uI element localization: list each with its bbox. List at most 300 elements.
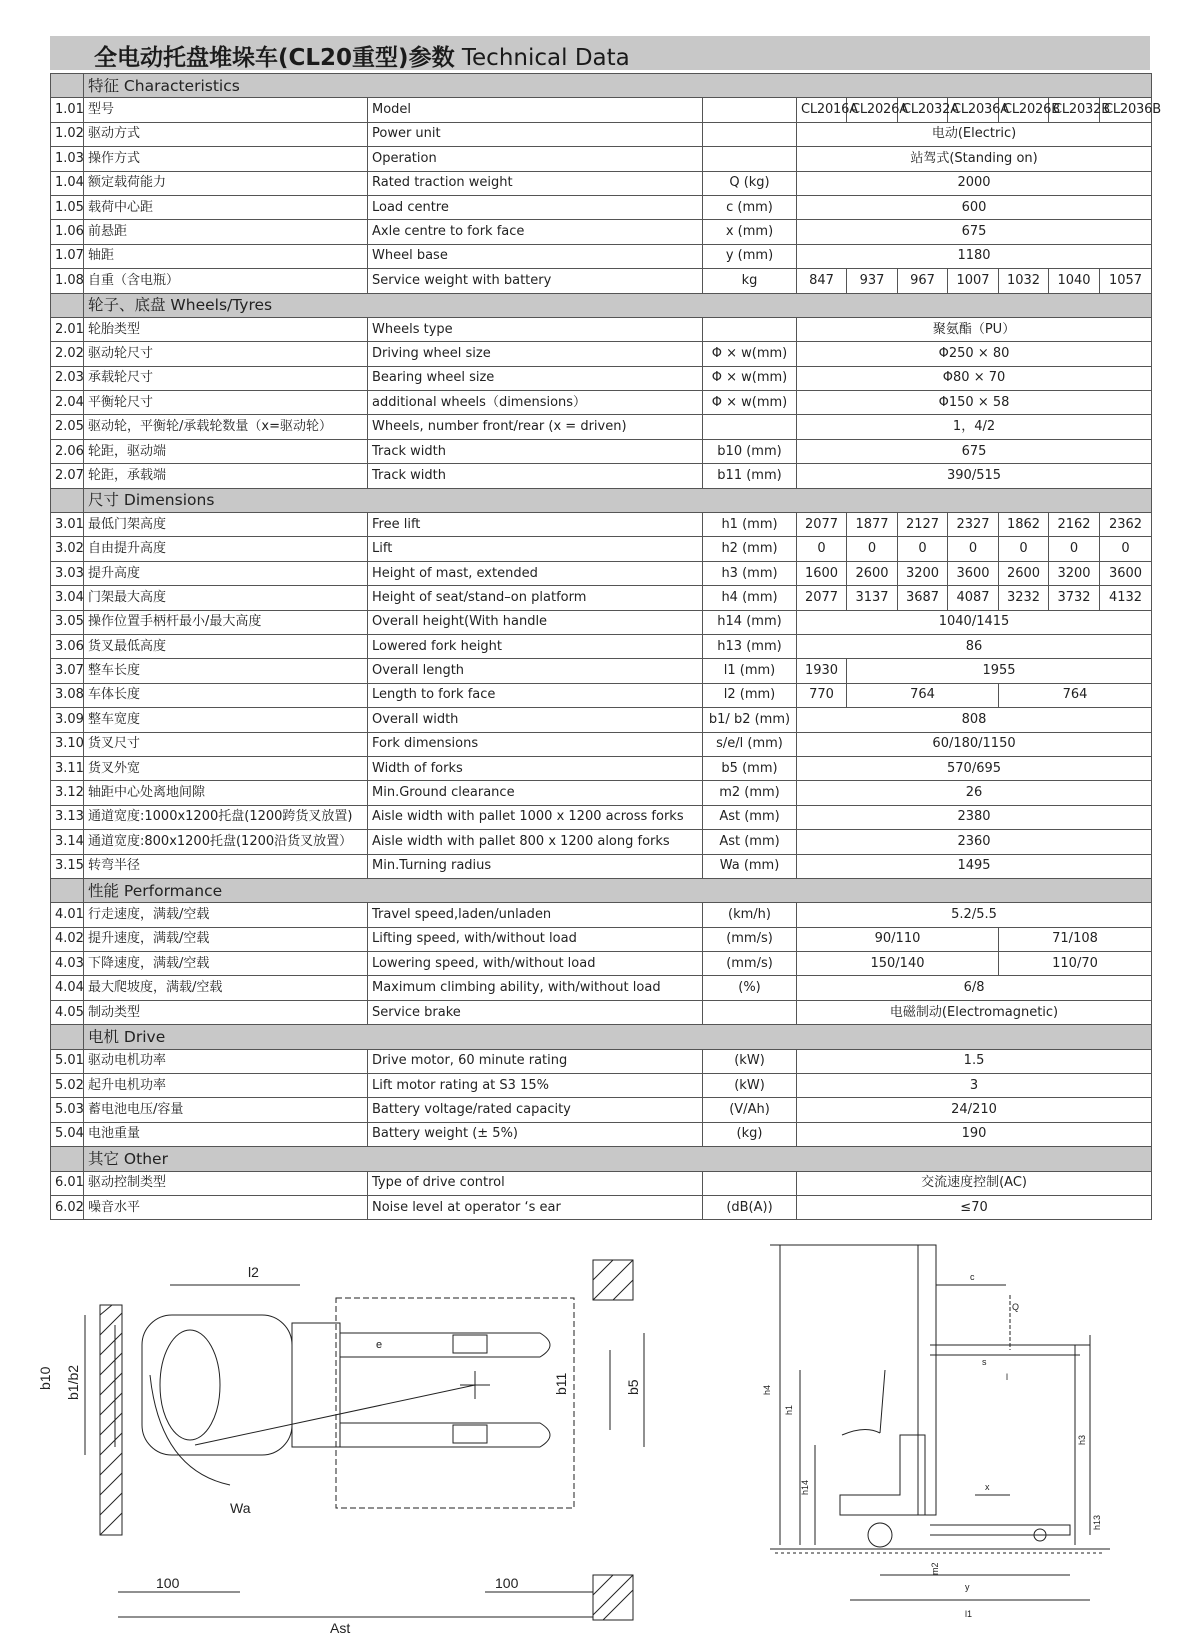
row-number: 2.05 [51,415,84,439]
spec-row [51,342,1152,366]
row-unit: y (mm) [703,244,797,268]
row-label-en: Length to fork face [368,683,703,707]
row-label-zh: 货叉尺寸 [84,732,368,756]
spec-row [51,1049,1152,1073]
row-value: 5.2/5.5 [797,903,1152,927]
row-unit: (km/h) [703,903,797,927]
row-label-zh: 下降速度，满载/空载 [84,952,368,976]
section-header-spacer [51,74,84,98]
row-label-en: Travel speed,laden/unladen [368,903,703,927]
spec-row [51,269,1152,293]
row-number: 1.07 [51,244,84,268]
row-label-zh: 转弯半径 [84,854,368,878]
row-label-en: Aisle width with pallet 1000 x 1200 across forks [368,805,703,829]
section-title: 性能 Performance [84,878,1152,902]
spec-row [51,561,1152,585]
row-number: 3.08 [51,683,84,707]
spec-row [51,439,1152,463]
row-value: 1877 [847,513,898,537]
row-number: 6.01 [51,1171,84,1195]
row-unit: s/e/l (mm) [703,732,797,756]
row-number: 3.02 [51,537,84,561]
spec-row [51,220,1152,244]
row-label-en: Lowered fork height [368,634,703,658]
model-name: CL2026B [999,98,1049,122]
row-label-en: Wheels type [368,317,703,341]
row-number: 3.03 [51,561,84,585]
row-number: 6.02 [51,1195,84,1219]
row-value: 1495 [797,854,1152,878]
row-number: 2.03 [51,366,84,390]
row-value: 1955 [847,659,1152,683]
row-label-en: additional wheels（dimensions） [368,391,703,415]
row-value: 1.5 [797,1049,1152,1073]
row-number: 3.01 [51,513,84,537]
row-unit: (V/Ah) [703,1098,797,1122]
spec-row [51,805,1152,829]
row-number: 2.04 [51,391,84,415]
row-value: 2162 [1049,513,1100,537]
row-label-en: Drive motor, 60 minute rating [368,1049,703,1073]
row-number: 1.04 [51,171,84,195]
dim-l1: l1 [965,1609,973,1619]
row-label-en: Overall length [368,659,703,683]
row-value: 390/515 [797,464,1152,488]
row-label-en: Min.Turning radius [368,854,703,878]
row-unit: Q (kg) [703,171,797,195]
row-value: 3 [797,1074,1152,1098]
row-unit: l1 (mm) [703,659,797,683]
top-view-drawing [37,1255,680,1636]
row-label-en: Bearing wheel size [368,366,703,390]
row-unit: m2 (mm) [703,781,797,805]
row-value: 0 [898,537,948,561]
spec-row [51,98,1152,122]
row-unit: b10 (mm) [703,439,797,463]
row-unit: Φ × w(mm) [703,366,797,390]
section-header-spacer [51,293,84,317]
row-number: 2.06 [51,439,84,463]
row-number: 3.05 [51,610,84,634]
row-number: 1.05 [51,195,84,219]
section-header-spacer [51,488,84,512]
row-label-zh: 起升电机功率 [84,1074,368,1098]
spec-row [51,903,1152,927]
row-label-zh: 整车长度 [84,659,368,683]
row-unit: b1/ b2 (mm) [703,708,797,732]
row-value: 3200 [898,561,948,585]
dim-100-left: 100 [156,1575,180,1591]
row-label-zh: 门架最大高度 [84,586,368,610]
row-value: 150/140 [797,952,999,976]
spec-row [51,513,1152,537]
spec-row [51,1122,1152,1146]
row-label-zh: 轴距中心处离地间隙 [84,781,368,805]
row-label-zh: 操作位置手柄杆最小/最大高度 [84,610,368,634]
row-value: 1600 [797,561,847,585]
row-value: 2327 [948,513,999,537]
row-label-zh: 驱动控制类型 [84,1171,368,1195]
section-title: 电机 Drive [84,1025,1152,1049]
row-value: 电动(Electric) [797,122,1152,146]
row-label-zh: 轴距 [84,244,368,268]
spec-row [51,756,1152,780]
row-label-en: Service weight with battery [368,269,703,293]
spec-row [51,415,1152,439]
dim-b1b2: b1/b2 [65,1364,81,1400]
row-value: 3232 [999,586,1049,610]
model-name: CL2036A [948,98,999,122]
row-label-zh: 额定载荷能力 [84,171,368,195]
spec-row [51,317,1152,341]
row-label-zh: 噪音水平 [84,1195,368,1219]
model-name: CL2036B [1100,98,1152,122]
dim-x: x [985,1482,990,1492]
row-label-en: Track width [368,464,703,488]
row-number: 3.04 [51,586,84,610]
row-label-zh: 驱动轮尺寸 [84,342,368,366]
spec-row [51,366,1152,390]
row-label-zh: 最低门架高度 [84,513,368,537]
row-label-en: Lift [368,537,703,561]
model-name: CL2032A [898,98,948,122]
dim-c: c [970,1272,975,1282]
dim-e: e [376,1339,383,1351]
row-label-en: Maximum climbing ability, with/without load [368,976,703,1000]
row-unit [703,317,797,341]
spec-row [51,464,1152,488]
row-label-en: Min.Ground clearance [368,781,703,805]
row-number: 3.09 [51,708,84,732]
row-value: 1057 [1100,269,1152,293]
row-label-zh: 轮距，驱动端 [84,439,368,463]
mast [918,1245,936,1515]
spec-row [51,659,1152,683]
row-value: 24/210 [797,1098,1152,1122]
row-unit [703,1171,797,1195]
dim-m2: m2 [930,1562,940,1575]
row-value: 0 [797,537,847,561]
spec-row [51,610,1152,634]
row-value: 1007 [948,269,999,293]
row-unit [703,147,797,171]
row-number: 3.15 [51,854,84,878]
row-label-zh: 自重（含电瓶） [84,269,368,293]
dim-b10: b10 [37,1366,53,1390]
row-label-zh: 操作方式 [84,147,368,171]
side-view-drawing [762,1245,1140,1635]
row-value: 3600 [1100,561,1152,585]
row-label-en: Track width [368,439,703,463]
spec-row [51,244,1152,268]
row-label-zh: 蓄电池电压/容量 [84,1098,368,1122]
row-label-zh: 载荷中心距 [84,195,368,219]
dim-Q: Q [1012,1302,1020,1312]
row-value: 1032 [999,269,1049,293]
spec-row [51,854,1152,878]
dim-h4: h4 [762,1384,772,1395]
row-value: 2077 [797,513,847,537]
row-unit [703,98,797,122]
dim-h13: h13 [1092,1514,1102,1530]
row-value: 1180 [797,244,1152,268]
row-unit: (%) [703,976,797,1000]
title-en: Technical Data [461,45,630,71]
section-title: 尺寸 Dimensions [84,488,1152,512]
dim-y: y [965,1582,970,1592]
row-label-en: Lowering speed, with/without load [368,952,703,976]
row-label-zh: 驱动轮，平衡轮/承载轮数量（x=驱动轮） [84,415,368,439]
row-value: 交流速度控制(AC) [797,1171,1152,1195]
row-value: 3137 [847,586,898,610]
fork-upper [340,1333,550,1357]
dim-ast: Ast [330,1620,351,1636]
section-title: 轮子、底盘 Wheels/Tyres [84,293,1152,317]
row-number: 3.13 [51,805,84,829]
spec-row [51,391,1152,415]
row-unit [703,415,797,439]
row-label-en: Height of mast, extended [368,561,703,585]
row-label-zh: 轮胎类型 [84,317,368,341]
row-value: 2360 [797,830,1152,854]
spec-row [51,537,1152,561]
spec-table [50,73,1161,1220]
row-label-zh: 行走速度，满载/空载 [84,903,368,927]
row-unit: b11 (mm) [703,464,797,488]
row-value: 1040 [1049,269,1100,293]
row-number: 2.02 [51,342,84,366]
row-value: 808 [797,708,1152,732]
section-header [51,1147,1152,1171]
row-unit [703,1000,797,1024]
row-value: 675 [797,220,1152,244]
row-value: 675 [797,439,1152,463]
row-unit: x (mm) [703,220,797,244]
row-value: 聚氨酯（PU） [797,317,1152,341]
spec-row [51,1195,1152,1219]
row-value: 71/108 [999,927,1152,951]
row-number: 3.14 [51,830,84,854]
section-header [51,488,1152,512]
row-number: 4.02 [51,927,84,951]
truck-side [840,1435,925,1515]
row-value: 0 [1049,537,1100,561]
row-unit: h14 (mm) [703,610,797,634]
row-value: 764 [847,683,999,707]
row-value: Φ250 × 80 [797,342,1152,366]
spec-row [51,1098,1152,1122]
row-value: 3687 [898,586,948,610]
row-value: 2600 [847,561,898,585]
row-value: 1862 [999,513,1049,537]
row-value: 0 [999,537,1049,561]
row-label-zh: 承载轮尺寸 [84,366,368,390]
row-label-en: Width of forks [368,756,703,780]
row-unit: kg [703,269,797,293]
row-label-zh: 整车宽度 [84,708,368,732]
spec-row [51,586,1152,610]
spec-row [51,927,1152,951]
row-value: Φ150 × 58 [797,391,1152,415]
row-number: 3.06 [51,634,84,658]
dim-s: s [982,1357,987,1367]
wall-hatch-right-bottom [593,1575,633,1620]
row-value: 3600 [948,561,999,585]
row-value: 600 [797,195,1152,219]
row-number: 2.01 [51,317,84,341]
row-label-en: Battery voltage/rated capacity [368,1098,703,1122]
dim-h14: h14 [800,1479,810,1495]
dim-l2: l2 [248,1264,259,1280]
row-number: 1.03 [51,147,84,171]
row-label-en: Power unit [368,122,703,146]
row-label-en: Fork dimensions [368,732,703,756]
row-number: 4.01 [51,903,84,927]
section-header [51,1025,1152,1049]
dim-100-right: 100 [495,1575,519,1591]
row-label-zh: 前悬距 [84,220,368,244]
dim-wa: Wa [230,1500,251,1516]
row-value: 967 [898,269,948,293]
section-header-spacer [51,1147,84,1171]
row-value: 190 [797,1122,1152,1146]
row-value: 2077 [797,586,847,610]
row-label-en: Lifting speed, with/without load [368,927,703,951]
row-label-en: Model [368,98,703,122]
row-label-en: Wheel base [368,244,703,268]
fork-side [930,1525,1070,1535]
row-label-zh: 电池重量 [84,1122,368,1146]
row-unit: (mm/s) [703,952,797,976]
dim-h1: h1 [784,1404,794,1415]
row-value: 937 [847,269,898,293]
spec-row [51,976,1152,1000]
row-value: 1040/1415 [797,610,1152,634]
row-label-en: Free lift [368,513,703,537]
row-number: 2.07 [51,464,84,488]
row-value: 2362 [1100,513,1152,537]
section-title: 其它 Other [84,1147,1152,1171]
spec-row [51,732,1152,756]
row-unit: b5 (mm) [703,756,797,780]
row-label-zh: 平衡轮尺寸 [84,391,368,415]
row-label-zh: 提升高度 [84,561,368,585]
row-value: 570/695 [797,756,1152,780]
row-unit: l2 (mm) [703,683,797,707]
row-value: 60/180/1150 [797,732,1152,756]
row-value: 6/8 [797,976,1152,1000]
row-label-zh: 自由提升高度 [84,537,368,561]
row-label-zh: 货叉外宽 [84,756,368,780]
row-label-zh: 通道宽度:800x1200托盘(1200沿货叉放置） [84,830,368,854]
row-label-en: Service brake [368,1000,703,1024]
row-value: 26 [797,781,1152,805]
row-label-en: Battery weight (± 5%) [368,1122,703,1146]
row-value: 站驾式(Standing on) [797,147,1152,171]
dim-b11: b11 [553,1372,569,1395]
row-label-en: Rated traction weight [368,171,703,195]
wall-hatch-left [100,1305,122,1535]
row-label-zh: 驱动方式 [84,122,368,146]
pallet-outline [336,1298,574,1508]
row-unit: Φ × w(mm) [703,342,797,366]
row-number: 1.06 [51,220,84,244]
model-name: CL2016A [797,98,847,122]
row-number: 5.02 [51,1074,84,1098]
spec-row [51,683,1152,707]
section-header [51,293,1152,317]
section-header [51,878,1152,902]
dim-b5: b5 [625,1379,641,1395]
spec-row [51,195,1152,219]
model-name: CL2032B [1049,98,1100,122]
spec-row [51,171,1152,195]
row-number: 1.02 [51,122,84,146]
row-unit: (kg) [703,1122,797,1146]
row-value: 0 [847,537,898,561]
row-unit: Φ × w(mm) [703,391,797,415]
row-number: 4.03 [51,952,84,976]
section-title: 特征 Characteristics [84,74,1152,98]
spec-row [51,1000,1152,1024]
row-unit: Wa (mm) [703,854,797,878]
dim-l: l [1006,1372,1008,1382]
row-value: Φ80 × 70 [797,366,1152,390]
row-label-zh: 车体长度 [84,683,368,707]
row-number: 4.04 [51,976,84,1000]
row-value: 4087 [948,586,999,610]
spec-row [51,634,1152,658]
row-value: 0 [1100,537,1152,561]
row-unit: (dB(A)) [703,1195,797,1219]
spec-row [51,147,1152,171]
row-value: 86 [797,634,1152,658]
row-label-en: Driving wheel size [368,342,703,366]
row-label-en: Noise level at operator ‘s ear [368,1195,703,1219]
row-label-en: Axle centre to fork face [368,220,703,244]
row-number: 1.08 [51,269,84,293]
row-number: 4.05 [51,1000,84,1024]
section-header-spacer [51,1025,84,1049]
fork-lower [340,1423,550,1447]
row-unit: (kW) [703,1049,797,1073]
row-label-zh: 型号 [84,98,368,122]
row-value: 3732 [1049,586,1100,610]
row-value: 1，4/2 [797,415,1152,439]
row-value: 0 [948,537,999,561]
row-value: 847 [797,269,847,293]
row-label-zh: 提升速度，满载/空载 [84,927,368,951]
truck-body [142,1315,292,1455]
row-value: 2380 [797,805,1152,829]
row-label-zh: 货叉最低高度 [84,634,368,658]
row-unit: (kW) [703,1074,797,1098]
row-unit: h2 (mm) [703,537,797,561]
row-label-en: Overall width [368,708,703,732]
model-name: CL2026A [847,98,898,122]
row-label-en: Aisle width with pallet 800 x 1200 along forks [368,830,703,854]
section-header [51,74,1152,98]
row-number: 3.10 [51,732,84,756]
row-unit [703,122,797,146]
row-label-en: Load centre [368,195,703,219]
wall-hatch-right-top [593,1260,633,1300]
row-label-zh: 制动类型 [84,1000,368,1024]
row-label-en: Operation [368,147,703,171]
row-number: 3.12 [51,781,84,805]
row-label-en: Lift motor rating at S3 15% [368,1074,703,1098]
row-label-zh: 驱动电机功率 [84,1049,368,1073]
